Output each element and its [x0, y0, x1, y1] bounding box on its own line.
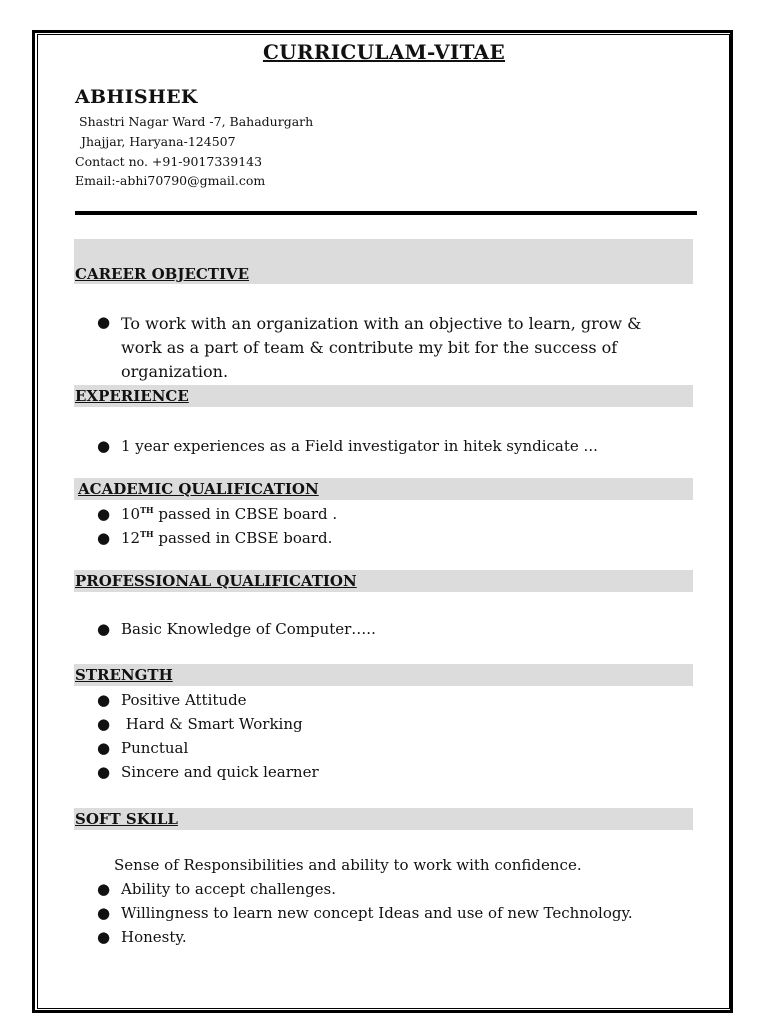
address-line-2: Jhajjar, Haryana-124507	[81, 134, 236, 149]
address-line-1: Shastri Nagar Ward -7, Bahadurgarh	[79, 114, 314, 129]
bullet-icon: ●	[97, 505, 111, 523]
soft-skill-intro: Sense of Responsibilities and ability to work with confidence.	[114, 856, 582, 874]
academic-item-1: 10TH passed in CBSE board .	[121, 505, 338, 523]
bullet-icon: ●	[97, 529, 111, 547]
heading-professional-qualification: PROFESSIONAL QUALIFICATION	[75, 572, 357, 590]
heading-academic-qualification: ACADEMIC QUALIFICATION	[78, 480, 319, 498]
professional-item: Basic Knowledge of Computer…..	[121, 620, 376, 638]
soft-skill-item: Ability to accept challenges.	[121, 880, 337, 898]
header-divider	[75, 211, 697, 215]
bullet-icon: ●	[97, 313, 111, 331]
soft-skill-item: Honesty.	[121, 928, 187, 946]
contact-number: Contact no. +91-9017339143	[75, 154, 263, 169]
bullet-icon: ●	[97, 437, 111, 455]
strength-item: Positive Attitude	[121, 691, 247, 709]
heading-experience: EXPERIENCE	[75, 387, 189, 405]
bullet-icon: ●	[97, 904, 111, 922]
heading-career-objective: CAREER OBJECTIVE	[75, 265, 250, 283]
bullet-icon: ●	[97, 928, 111, 946]
bullet-icon: ●	[97, 691, 111, 709]
bullet-icon: ●	[97, 715, 111, 733]
academic-item-2: 12TH passed in CBSE board.	[121, 529, 333, 547]
document-title: CURRICULAM-VITAE	[262, 40, 506, 64]
soft-skill-item: Willingness to learn new concept Ideas and use of new Technology.	[121, 904, 633, 922]
strength-item: Sincere and quick learner	[121, 763, 319, 781]
career-objective-text: To work with an organization with an objective to learn, grow & work as a part of team & contribute my bit for the success of organization.	[121, 314, 642, 381]
bullet-icon: ●	[97, 620, 111, 638]
heading-strength: STRENGTH	[75, 666, 173, 684]
experience-item: 1 year experiences as a Field investigator in hitek syndicate ...	[121, 437, 598, 455]
applicant-name: ABHISHEK	[75, 86, 198, 108]
bullet-icon: ●	[97, 739, 111, 757]
strength-item: Punctual	[121, 739, 189, 757]
bullet-icon: ●	[97, 763, 111, 781]
email-address: Email:-abhi70790@gmail.com	[75, 173, 266, 188]
heading-soft-skill: SOFT SKILL	[75, 810, 178, 828]
bullet-icon: ●	[97, 880, 111, 898]
strength-item: Hard & Smart Working	[121, 715, 303, 733]
